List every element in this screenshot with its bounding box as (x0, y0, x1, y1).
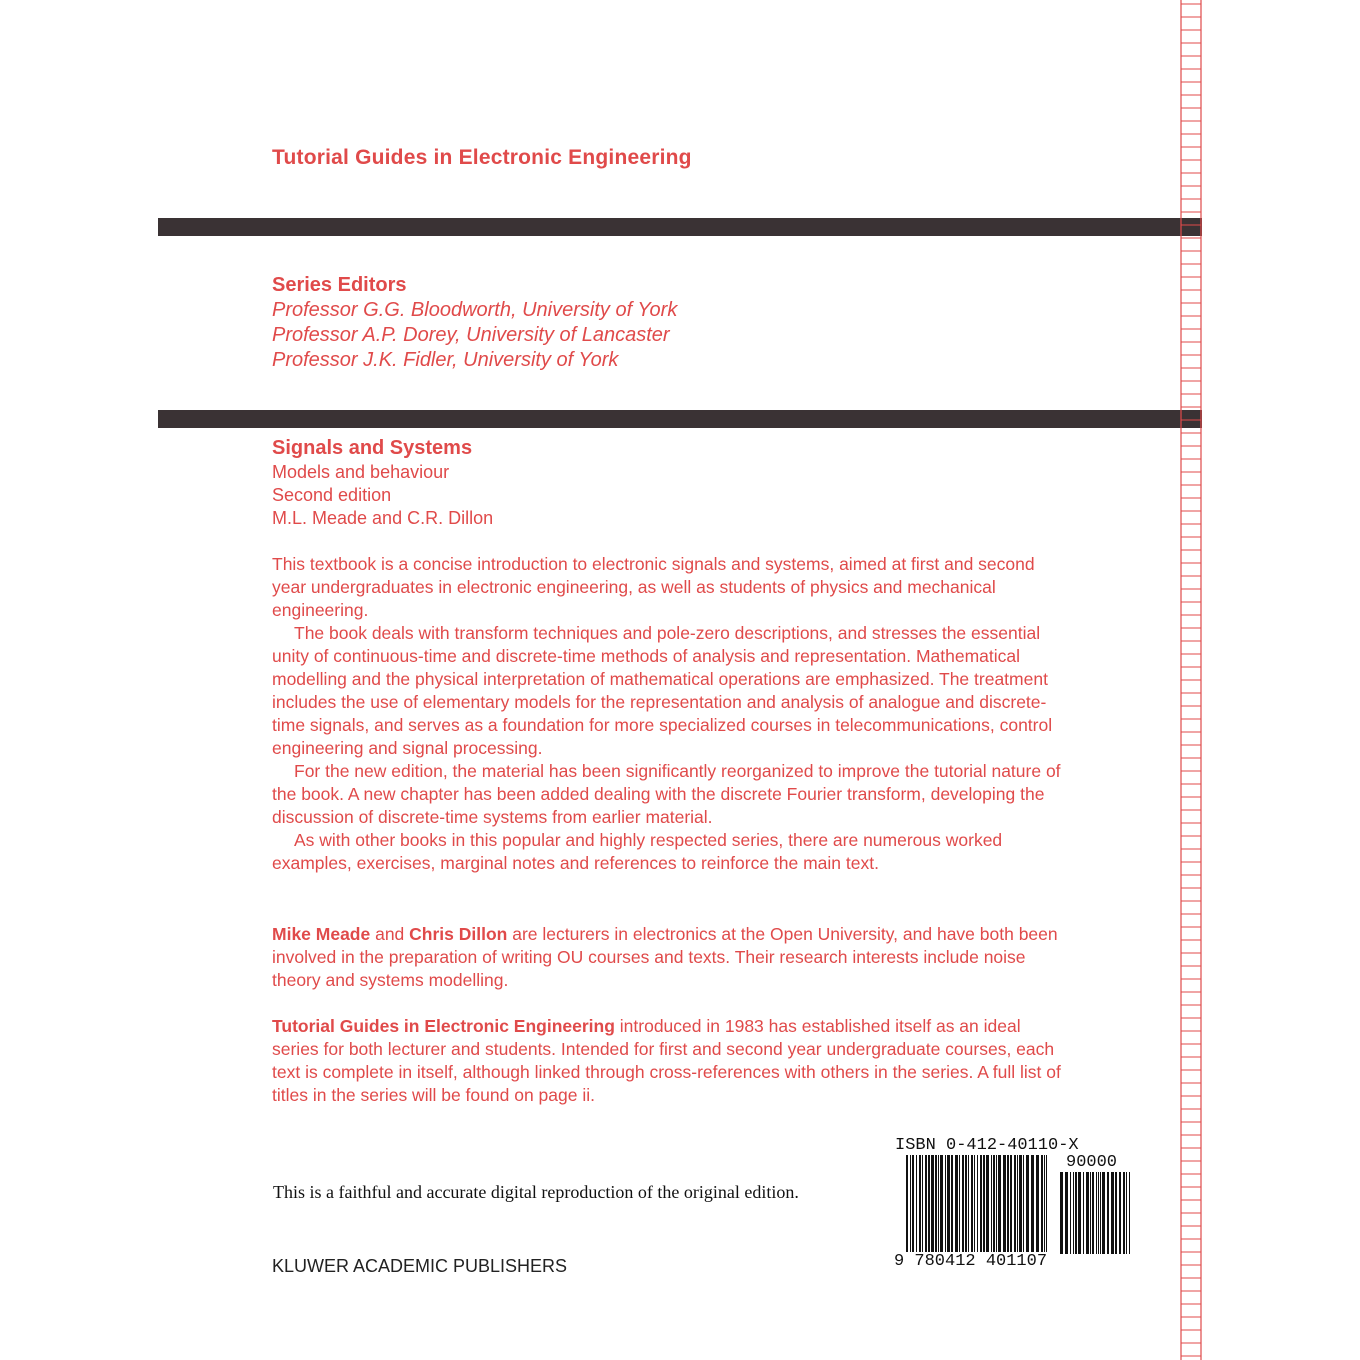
editor-3: Professor J.K. Fidler, University of York (272, 349, 619, 371)
barcode-bar (1115, 1172, 1117, 1254)
addon-barcode (1060, 1172, 1130, 1254)
barcode-bar (959, 1155, 960, 1255)
book-authors: M.L. Meade and C.R. Dillon (272, 508, 494, 528)
barcode-bar (1019, 1155, 1022, 1255)
description-paragraph-4: As with other books in this popular and highly respected series, there are numerous worked examples, exercises, marginal notes and references to reinforce the main text. (272, 830, 1003, 873)
editor-1: Professor G.G. Bloodworth, University of York (272, 299, 678, 321)
barcode-bar (1073, 1172, 1074, 1254)
publisher-name: KLUWER ACADEMIC PUBLISHERS (272, 1256, 568, 1276)
barcode-bar (940, 1155, 943, 1255)
barcode-bar (983, 1155, 985, 1255)
barcode-bar (910, 1155, 911, 1255)
barcode-bar (919, 1155, 921, 1255)
about-series (272, 1015, 1062, 1107)
book-description (272, 553, 1062, 875)
barcode-bar (1096, 1172, 1097, 1254)
author-name-1: Mike Meade (272, 924, 371, 944)
barcode-bar (1092, 1172, 1094, 1254)
barcode-bar (965, 1155, 967, 1255)
barcode-bar (951, 1155, 953, 1255)
barcode-bar (986, 1155, 989, 1255)
barcode-bar (1060, 1172, 1063, 1254)
barcode-bar (1098, 1172, 1099, 1254)
barcode-bar (1075, 1172, 1077, 1254)
barcode-bar (991, 1155, 992, 1255)
barcode-bar (931, 1155, 934, 1255)
barcode-bar (1065, 1172, 1068, 1254)
barcode-bar (968, 1155, 969, 1255)
barcode-bar (1041, 1155, 1043, 1255)
barcode-bar (974, 1155, 975, 1255)
series-heading: Tutorial Guides in Electronic Engineering (272, 146, 692, 169)
book-info (272, 436, 493, 530)
book-edition: Second edition (272, 485, 392, 505)
barcode-bar (947, 1155, 950, 1255)
barcode-bar (971, 1155, 973, 1255)
barcode-bar (1007, 1155, 1009, 1255)
barcode-bar (1090, 1172, 1091, 1254)
ean-barcode (906, 1155, 1048, 1255)
book-subtitle: Models and behaviour (272, 462, 450, 482)
barcode-bar (1023, 1155, 1024, 1255)
barcode-bar (1044, 1155, 1045, 1255)
barcode-bar (1010, 1155, 1012, 1255)
series-editors-label: Series Editors (272, 274, 407, 296)
reproduction-note: This is a faithful and accurate digital reproduction of the original edition. (273, 1182, 799, 1202)
barcode-bar (962, 1155, 964, 1255)
barcode-bar (1078, 1172, 1081, 1254)
barcode-bar (1083, 1172, 1084, 1254)
barcode-bar (1100, 1172, 1101, 1254)
barcode-bar (1017, 1155, 1018, 1255)
description-paragraph-1: This textbook is a concise introduction to electronic signals and systems, aimed at first and second year undergraduates in electronic engineering, as well as students of physics and mechanical engineering. (272, 554, 1035, 620)
barcode-bar (996, 1155, 997, 1255)
top-divider-bar (158, 218, 1202, 236)
barcode-bar (1046, 1155, 1047, 1255)
barcode-bar (912, 1155, 914, 1255)
barcode-bar (993, 1155, 995, 1255)
barcode-bar (980, 1155, 982, 1255)
series-editors (272, 273, 677, 373)
barcode-bar (922, 1155, 923, 1255)
barcode-bar (1107, 1172, 1109, 1254)
about-series-name: Tutorial Guides in Electronic Engineering (272, 1016, 615, 1036)
barcode-addon-number: 90000 (1066, 1153, 1118, 1172)
barcode-bar (928, 1155, 930, 1255)
barcode-bar (925, 1155, 927, 1255)
barcode-bar (1123, 1172, 1125, 1254)
barcode-bar (1102, 1172, 1105, 1254)
barcode-bar (938, 1155, 939, 1255)
barcode-bar (1031, 1155, 1034, 1255)
isbn-label: ISBN 0-412-40110-X (895, 1136, 1079, 1155)
middle-divider-bar (158, 410, 1202, 428)
editor-2: Professor A.P. Dorey, University of Lancaster (272, 324, 670, 346)
about-series-text: introduced in 1983 has established itself as an ideal series for both lecturer and students. Intended for first and second year undergraduate courses, each text is complete in itself, although linked through cross-references with others in the series. A full list of titles in the series will be found on page ii. (272, 1016, 1061, 1105)
barcode-bar (1126, 1172, 1127, 1254)
description-paragraph-3: For the new edition, the material has been significantly reorganized to improve the tutorial nature of the book. A new chapter has been added dealing with the discrete Fourier transform, developing the discussion of discrete-time systems from earlier material. (272, 761, 1061, 827)
book-title: Signals and Systems (272, 437, 473, 459)
spine-grid-decoration (1180, 0, 1202, 1360)
barcode-bar (945, 1155, 946, 1255)
about-authors-text: are lecturers in electronics at the Open University, and have both been involved in the preparation of writing OU courses and texts. Their research interests include noise theory and systems modelling. (272, 924, 1058, 990)
barcode-bar (998, 1155, 1001, 1255)
about-authors (272, 923, 1062, 992)
barcode-bar (1119, 1172, 1121, 1254)
barcode-bar (955, 1155, 958, 1255)
barcode-bar (1036, 1155, 1039, 1255)
barcode-bar (977, 1155, 978, 1255)
barcode-bar (1026, 1155, 1029, 1255)
barcode-bar (935, 1155, 937, 1255)
barcode-bar (1111, 1172, 1114, 1254)
barcode-bar (1003, 1155, 1006, 1255)
author-name-2: Chris Dillon (409, 924, 508, 944)
barcode-bar (1070, 1172, 1071, 1254)
ean-number: 9 780412 401107 (894, 1252, 1048, 1271)
barcode-bar (1014, 1155, 1016, 1255)
barcode-bar (916, 1155, 917, 1255)
description-paragraph-2: The book deals with transform techniques and pole-zero descriptions, and stresses the essential unity of continuous-time and discrete-time methods of analysis and representation. Mathematical modelling and the physical interpretation of mathematical operations are emphasized. The treatment includes the use of elementary models for the representation and analysis of analogue and discrete-time signals, and serves as a foundation for more specialized courses in telecommunications, control engineering and signal processing. (272, 623, 1053, 758)
barcode-bar (1086, 1172, 1089, 1254)
barcode-bar (1129, 1172, 1130, 1254)
author-conjunction: and (370, 924, 410, 944)
barcode-bar (906, 1155, 908, 1255)
